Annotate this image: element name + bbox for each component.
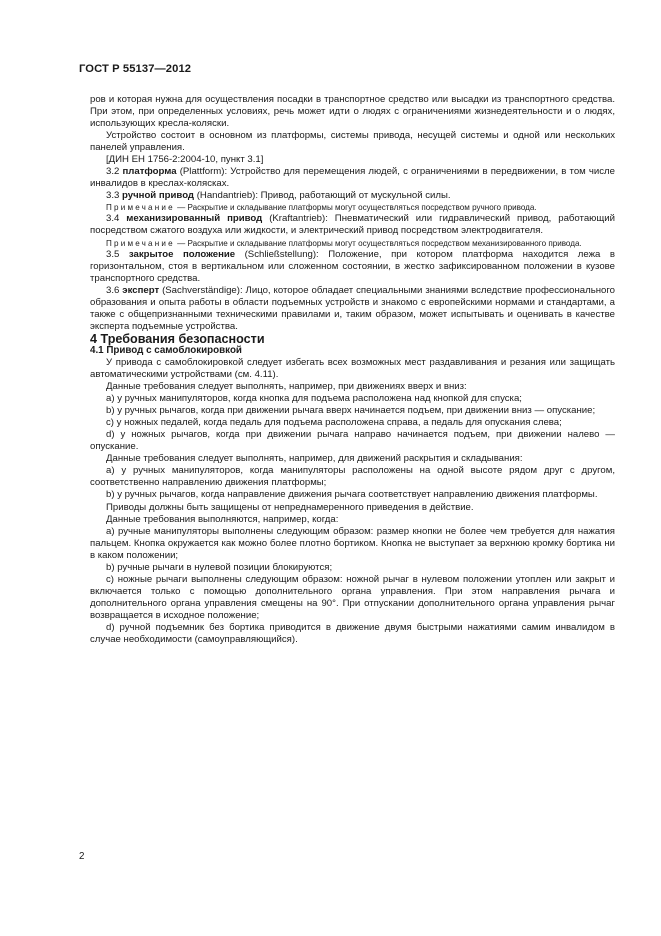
term-3-2 [90,166,615,190]
term-3-5 [90,249,615,285]
page-body [90,94,615,646]
term-name: платформа [122,166,177,178]
term-number: 3.4 [106,213,127,225]
paragraph: Устройство состоит в основном из платформы, системы привода, несущей системы и одной или нескольких панелей управления. [90,130,615,154]
document-header: ГОСТ Р 55137—2012 [79,63,192,75]
paragraph: Приводы должны быть защищены от непреднамеренного приведения в действие. [106,501,474,513]
term-number: 3.3 [106,190,123,202]
subsection-heading-4-1: 4.1 Привод с самоблокировкой [90,344,242,356]
term-definition: (Handantrieb): Привод, работающий от мускульной силы. [194,190,451,202]
term-number: 3.5 [106,248,129,260]
term-name: ручной привод [122,190,195,202]
list-item: b) ручные рычаги в нулевой позиции блокируются; [106,561,333,573]
list-item: а) ручные манипуляторы выполнены следующим образом: размер кнопки не более чем требуется для нажатия пальцем. Кнопка окружается как можно более плотно бортиком. Кнопка не выступает за верхнюю кромку бортика ни в каком положении; [90,525,615,561]
paragraph: ров и которая нужна для осуществления посадки в транспортное средство или высадки из транспортного средства. При этом, при определенных условиях, речь может идти о людях с ограничениями жизнедеятельности и о людях, использующих кресла-коляски. [90,94,615,130]
list-item: d) ручной подъемник без бортика приводится в движение двумя быстрыми нажатиями самим инвалидом в случае необходимости (самоуправляющийся). [90,621,615,646]
note-1 [90,202,615,213]
list-item: b) у ручных рычагов, когда направление движения рычага соответствует направлению движения платформы. [106,489,598,501]
list-item: с) у ножных педалей, когда педаль для подъема расположена справа, а педаль для опускания слева; [106,417,562,429]
term-definition: (Sachverständige): Лицо, которое обладает специальными знаниями вследствие профессионального образования и опыта работы в области подъемных устройств и знакомо с европейскими нормами и стандартами, а также с общепризнанными техническими правилами и, таким образом, может испытывать и оценивать в качестве эксперта подъемные устройства. [90,284,615,332]
term-3-6 [90,285,615,333]
list-item: с) ножные рычаги выполнены следующим образом: ножной рычаг в нулевом положении утоплен или закрыт и включается только с помощью дополнительного органа управления. При этом направления рычага и дополнительного органа управления смещены на 90°. При отпускании дополнительного органа управления рычаг возвращается в исходное положение; [90,573,615,621]
term-3-4 [90,213,615,237]
term-definition: (Plattform): Устройство для перемещения людей, с ограничениями в передвижении, в том числе инвалидов в креслах-колясках. [90,166,615,190]
list-item: d) у ножных рычагов, когда при движении рычага направо начинается подъем, при движении налево — опускание. [90,429,615,453]
paragraph: Данные требования выполняются, например, когда: [106,513,339,525]
term-name: эксперт [122,284,160,296]
term-number: 3.6 [106,284,123,296]
paragraph: Данные требования следует выполнять, например, при движениях вверх и вниз: [106,381,467,393]
section-heading-4: 4 Требования безопасности [90,331,265,346]
term-definition: (Kraftantrieb): Пневматический или гидравлический привод, работающий посредством сжатого воздуха или жидкости, и электрический привод посредством электродвигателя. [90,213,615,237]
term-number: 3.2 [106,166,123,178]
paragraph: У привода с самоблокировкой следует избегать всех возможных мест раздавливания и резания или защищать автоматическими устройствами (см. 4.11). [90,356,615,380]
note-title: Примечание [106,238,175,248]
note-text: — Раскрытие и складывание платформы могут осуществляться посредством механизированного привода. [174,238,582,248]
term-name: механизированный привод [126,213,263,225]
list-item: b) у ручных рычагов, когда при движении рычага вверх начинается подъем, при движении вниз — опускание; [106,405,596,417]
reference: [ДИН ЕН 1756-2:2004-10, пункт 3.1] [106,154,264,166]
note-2 [90,238,615,249]
list-item: а) у ручных манипуляторов, когда кнопка для подъема расположена над кнопкой для спуска; [106,393,522,405]
note-title: Примечание [106,203,175,213]
term-definition: (Schließstellung): Положение, при котором платформа находится лежа в горизонтальном, стоя в вертикальном или сложенном состоянии, в жестко зафиксированном положении в кузове транспортного средства. [90,248,615,284]
list-item: а) у ручных манипуляторов, когда манипуляторы расположены на одной высоте рядом друг с другом, соответственно направлению движения платформы; [90,465,615,489]
term-name: закрытое положение [128,248,236,260]
page-number: 2 [79,851,85,862]
term-3-3 [90,190,615,202]
note-text: — Раскрытие и складывание платформы могут осуществляться посредством ручного привода. [174,203,537,213]
paragraph: Данные требования следует выполнять, например, для движений раскрытия и складывания: [106,453,523,465]
